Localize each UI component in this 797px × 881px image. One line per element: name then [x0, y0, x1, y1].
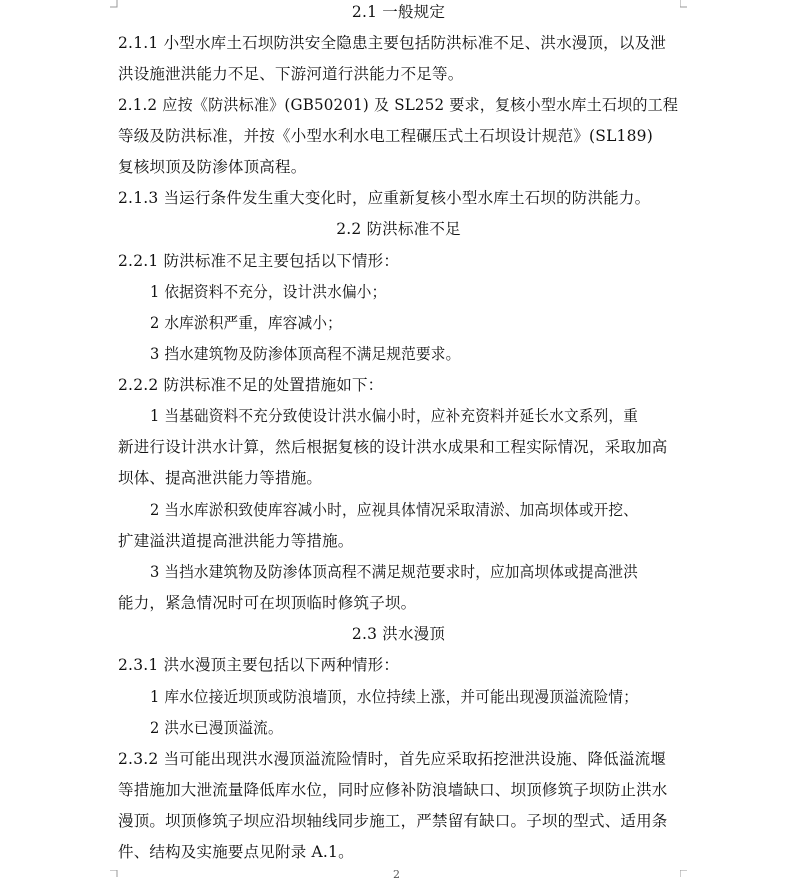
clause-2-2-2-line-1: 2.2.2 防洪标准不足的处置措施如下：	[118, 376, 384, 394]
crop-mark-bottom-left	[110, 870, 118, 878]
list-item-2-2-2-1-line-2: 新进行设计洪水计算，然后根据复核的设计洪水成果和工程实际情况，采取加高	[118, 438, 668, 456]
clause-2-3-2-line-2: 等措施加大泄流量降低库水位，同时应修补防浪墙缺口、坝顶修筑子坝防止洪水	[118, 781, 668, 799]
crop-mark-bottom-right	[680, 870, 688, 878]
list-item-2-2-1-2: 2 水库淤积严重，库容减小；	[150, 314, 342, 332]
clause-2-3-2-line-4: 件、结构及实施要点见附录 A.1。	[118, 843, 354, 861]
clause-2-1-2-line-2: 等级及防洪标准，并按《小型水利水电工程碾压式土石坝设计规范》(SL189)	[118, 127, 653, 145]
list-item-2-2-2-2-line-1: 2 当水库淤积致使库容减小时，应视具体情况采取清淤、加高坝体或开挖、	[150, 501, 639, 519]
section-heading-2-1: 2.1 一般规定	[351, 3, 446, 21]
section-heading-2-2: 2.2 防洪标准不足	[336, 220, 461, 238]
clause-2-1-3-line-1: 2.1.3 当运行条件发生重大变化时，应重新复核小型水库土石坝的防洪能力。	[118, 189, 651, 207]
clause-2-1-2-line-3: 复核坝顶及防渗体顶高程。	[118, 158, 307, 176]
clause-2-1-2-line-1: 2.1.2 应按《防洪标准》(GB50201) 及 SL252 要求，复核小型水库土石坝的工程	[118, 96, 679, 114]
page-number: 2	[393, 868, 400, 881]
list-item-2-2-2-1-line-3: 坝体、提高泄洪能力等措施。	[118, 469, 323, 487]
list-item-2-2-1-3: 3 挡水建筑物及防渗体顶高程不满足规范要求。	[150, 345, 461, 363]
list-item-2-2-1-1: 1 依据资料不充分，设计洪水偏小；	[150, 283, 387, 301]
list-item-2-2-2-3-line-1: 3 当挡水建筑物及防渗体顶高程不满足规范要求时，应加高坝体或提高泄洪	[150, 563, 639, 581]
clause-2-1-1-line-2: 洪设施泄洪能力不足、下游河道行洪能力不足等。	[118, 65, 464, 83]
list-item-2-2-2-3-line-2: 能力，紧急情况时可在坝顶临时修筑子坝。	[118, 594, 417, 612]
list-item-2-2-2-1-line-1: 1 当基础资料不充分致使设计洪水偏小时，应补充资料并延长水文系列，重	[150, 407, 639, 425]
clause-2-1-1-line-1: 2.1.1 小型水库土石坝防洪安全隐患主要包括防洪标准不足、洪水漫顶，以及泄	[118, 34, 666, 52]
clause-2-3-2-line-3: 漫顶。坝顶修筑子坝应沿坝轴线同步施工，严禁留有缺口。子坝的型式、适用条	[118, 812, 668, 830]
section-heading-2-3: 2.3 洪水漫顶	[351, 625, 446, 643]
clause-2-2-1-line-1: 2.2.1 防洪标准不足主要包括以下情形：	[118, 252, 400, 270]
clause-2-3-2-line-1: 2.3.2 当可能出现洪水漫顶溢流险情时，首先应采取拓挖泄洪设施、降低溢流堰	[118, 750, 666, 768]
list-item-2-3-1-2: 2 洪水已漫顶溢流。	[150, 719, 283, 737]
clause-2-3-1-line-1: 2.3.1 洪水漫顶主要包括以下两种情形：	[118, 656, 400, 674]
list-item-2-2-2-2-line-2: 扩建溢洪道提高泄洪能力等措施。	[118, 532, 354, 550]
list-item-2-3-1-1: 1 库水位接近坝顶或防浪墙顶，水位持续上涨，并可能出现漫顶溢流险情；	[150, 688, 639, 706]
